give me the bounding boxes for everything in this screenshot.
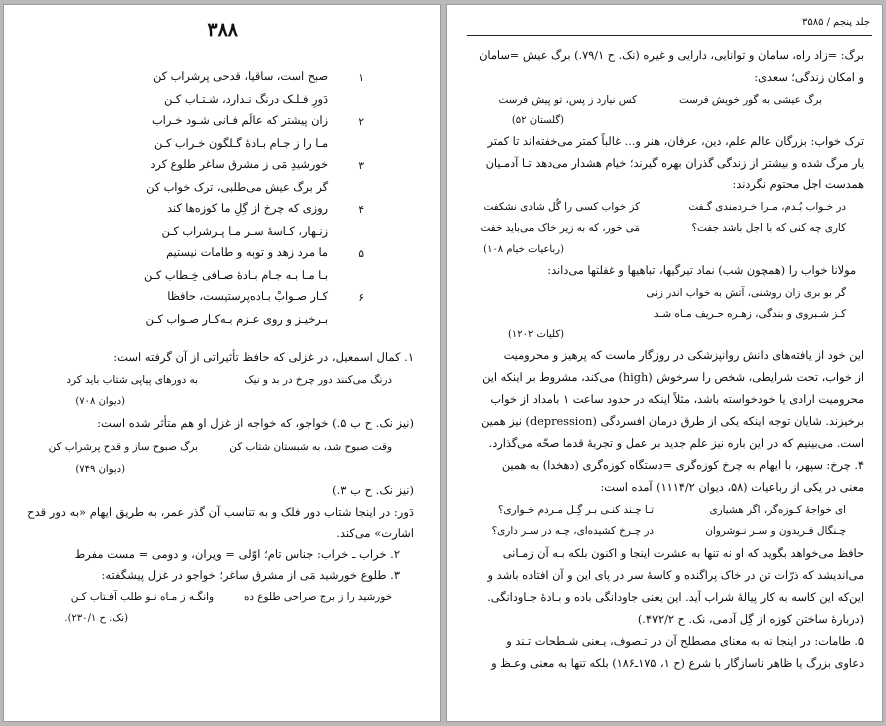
hemistich: مـا را ز جـام بـادهٔ گـلگون خـراب کـن <box>154 137 328 150</box>
verse-line: مَی خور، که به زیر خاک می‌باید خفت <box>480 222 640 234</box>
header-rule <box>467 35 872 36</box>
source-citation: (نک. ح ۲۳۰/۱). <box>64 613 128 624</box>
hemistich: زان پیشتر که عالَم فـانی شـود خـراب <box>152 114 328 127</box>
verse-line: در خـواب بُـدم، مـرا خـردمندی گـفت <box>688 201 846 213</box>
verse-line: درنگ می‌کنند دور چرخ در بد و نیک <box>244 374 392 386</box>
verse-line: ای خواجهٔ کـوزه‌گر، اگر هشیاری <box>709 504 846 516</box>
note-line: (نیز نک. ح ب ۳.) <box>332 483 414 497</box>
verse-line: کاری چه کنی که با اجل باشد جفت؟ <box>691 222 846 234</box>
note-line: از خواب، تحت شرایطی، شخص را سرخوش (high) می‌کند، مشروط بر اینکه این <box>482 371 864 384</box>
hemistich: ما مرد زهد و توبه و طامات نیستیم <box>166 246 328 259</box>
hemistich: صبح است، ساقیا، قدحی پرشراب کن <box>153 70 328 83</box>
verse-line: تـا چـند کنـی بـر گِـل مـردم خـواری؟ <box>497 504 654 516</box>
note-line: برخیزند. شایان توجه اینکه یکی از طرق درمان افسردگی (depression) نیز همین <box>481 415 864 428</box>
verse-line: کس نیارد ز پس، تو پیش فرست <box>498 94 637 106</box>
verse-line: برگ صبوح ساز و قدح پرشراب کن <box>48 441 198 453</box>
note-line: (دربارهٔ ساختن کوزه از گِل آدمی، نک. ح ۴۷۲/۲.) <box>637 613 864 626</box>
note-line: اشارت» می‌کند. <box>336 526 414 540</box>
note-line: ۴. چرخ: سپهر، با ایهام به چرخ کوزه‌گری =دستگاه کوزه‌گری (دهخدا) به همین <box>501 459 864 472</box>
hemistich: کـار صـوابْ بـاده‌پرستیست، حافظا <box>167 290 328 303</box>
stanza-number: ۳ <box>358 160 364 172</box>
note-line: این‌که این کاسه به کار پیالهٔ شراب آید. این یعنی جاودانگی باده و بـادهٔ جـاودانگی. <box>487 591 864 604</box>
source-citation: (رباعیات خیام ۱۰۸) <box>483 244 564 255</box>
verse-line: در چـرخ کشیده‌ای، چـه در سـر داری؟ <box>491 525 654 537</box>
note-line: دعاوی بزرگ یا ظاهر ناسازگار با شرع (ح ۱، ۱۷۵ـ۱۸۶) بلکه تنها به معنی وعـظ و <box>491 657 864 670</box>
note-line: ۵. طامات: در اینجا نه به معنای مصطلح آن در تـصوف، یـعنی شـطحات تـند و <box>506 635 864 648</box>
verse-line: خورشید را ز برج صراحی طلوع ده <box>243 591 392 603</box>
note-line: این خود از یافته‌های دانش روانپزشکی در روزگار ماست که پرهیز و محرومیت <box>503 349 864 362</box>
note-line: می‌اندیشد که ذرّات تن در خاک پراگنده و کاسهٔ سر در پای این و آن افتاده باشد و <box>487 569 864 582</box>
note-line: ترک خواب: بزرگان عالم علم، دین، عرفان، هنر و... غالباً کمتر می‌خفته‌اند تا کمتر <box>487 135 864 148</box>
verse-line: چـنگال فـریدون و سـر نـوشروان <box>705 525 846 537</box>
verse-line: برگ عیشی به گور خویش فرست <box>678 94 822 106</box>
note-line: (نیز نک. ح ب ۵.) خواجو، که خواجه از غزل او هم متأثر شده است: <box>97 416 414 430</box>
note-line: ۳. طلوع خورشید مَی از مشرق ساغر؛ خواجو در غزل پیشگفته: <box>101 568 400 582</box>
stanza-number: ۲ <box>358 116 364 128</box>
source-citation: (دیوان ۷۰۸) <box>75 396 125 407</box>
header-spacer <box>10 47 434 48</box>
note-line: حافظ می‌خواهد بگوید که او نه تنها به عشرت اینجا و اکنون بلکه بـه آن زمـانی <box>502 547 864 560</box>
right-page <box>446 4 883 722</box>
source-citation: (گلستان ۵۲) <box>511 115 564 126</box>
verse-line: کـز شـبروی و بندگی، زهـره حـریف مـاه شـد <box>653 308 846 320</box>
note-line: معنی در یکی از رباعیات (۵۸، دیوان ۱۱۱۴/۲) آمده است: <box>600 481 864 494</box>
note-line: همدست اجل محتوم نگردند: <box>732 178 864 191</box>
note-line: ۱. کمال اسمعیل، در غزلی که حافظ تأثیراتی از آن گرفته است: <box>113 350 414 364</box>
stanza-number: ۶ <box>358 292 364 304</box>
note-line: محرومیت ارادی یا خودخواسته باشد، مثلاً اینکه در حدود ساعت ۱ بامداد از خواب <box>490 393 864 406</box>
left-page <box>3 4 441 722</box>
stanza-number: ۵ <box>358 248 364 260</box>
note-line: یار مرگ شده و بیشتر از زندگی گذران بهره گیرند؛ خیام هشدار می‌دهد تـا آدمـیان <box>485 157 864 170</box>
hemistich: بـرخیـز و روی عـزم بـه‌کـار صـواب کـن <box>145 313 328 326</box>
verse-line: وقت صبوح شد، به شبستان شتاب کن <box>229 441 392 453</box>
page-number: ۳۸۸ <box>207 19 238 41</box>
note-line: دَور: در اینجا شتاب دور فلک و به تناسب آن گذر عمر، به طریق ایهام «به دور قدح <box>27 505 414 519</box>
hemistich: زنـهار، کـاسهٔ سـر مـا پـرشراب کـن <box>161 225 328 238</box>
verse-line: کز خواب کسی را گُل شادی نشکفت <box>483 201 640 213</box>
verse-line: وانگـه ز مـاه نـو طلب آفـتاب کـن <box>70 591 214 603</box>
verse-line: به دورهای پیاپی شتاب باید کرد <box>66 374 198 386</box>
stanza-number: ۴ <box>358 204 364 216</box>
source-citation: (کلیات ۱۲۰۲) <box>507 329 564 340</box>
note-line: است. می‌بینیم که در این باره نیز علم جدید بر عمل و تجربهٔ قدما صحّه می‌گذارد. <box>488 437 864 450</box>
note-line: برگ: =زاد راه، سامان و توانایی، دارایی و غیره (نک. ح ۷۹/۱.) برگ عیش =سامان <box>479 49 864 62</box>
running-header: جلد پنجم / ۳۵۸۵ <box>801 17 870 28</box>
hemistich: روزی که چرخ از گِلِ ما کوزه‌ها کند <box>166 202 328 215</box>
note-line: و امکان زندگی؛ سعدی: <box>754 71 864 84</box>
stanza-number: ۱ <box>358 72 364 84</box>
hemistich: خورشیدِ مَی ز مشرق ساغر طلوع کرد <box>150 158 328 171</box>
hemistich: دَورِ فـلـک درنگ نـدارد، شـتـاب کـن <box>163 93 328 106</box>
hemistich: بـا مـا بـه جـام بـادهٔ صـافی خِـطاب کـن <box>143 269 328 282</box>
source-citation: (دیوان ۷۴۹) <box>75 464 125 475</box>
note-line: مولانا خواب را (همچون شب) نماد تیرگیها، تباهیها و غفلتها می‌داند: <box>547 264 856 277</box>
hemistich: گر برگ عیش می‌طلبی، ترک خواب کن <box>146 181 328 194</box>
verse-line: گر بو بری زان روشنی، آتش به خواب اندر زنی <box>646 287 846 299</box>
note-line: ۲. خراب ـ خراب: جناس تام؛ اوّلی = ویران، و دومی = مست مفرط <box>74 547 400 561</box>
